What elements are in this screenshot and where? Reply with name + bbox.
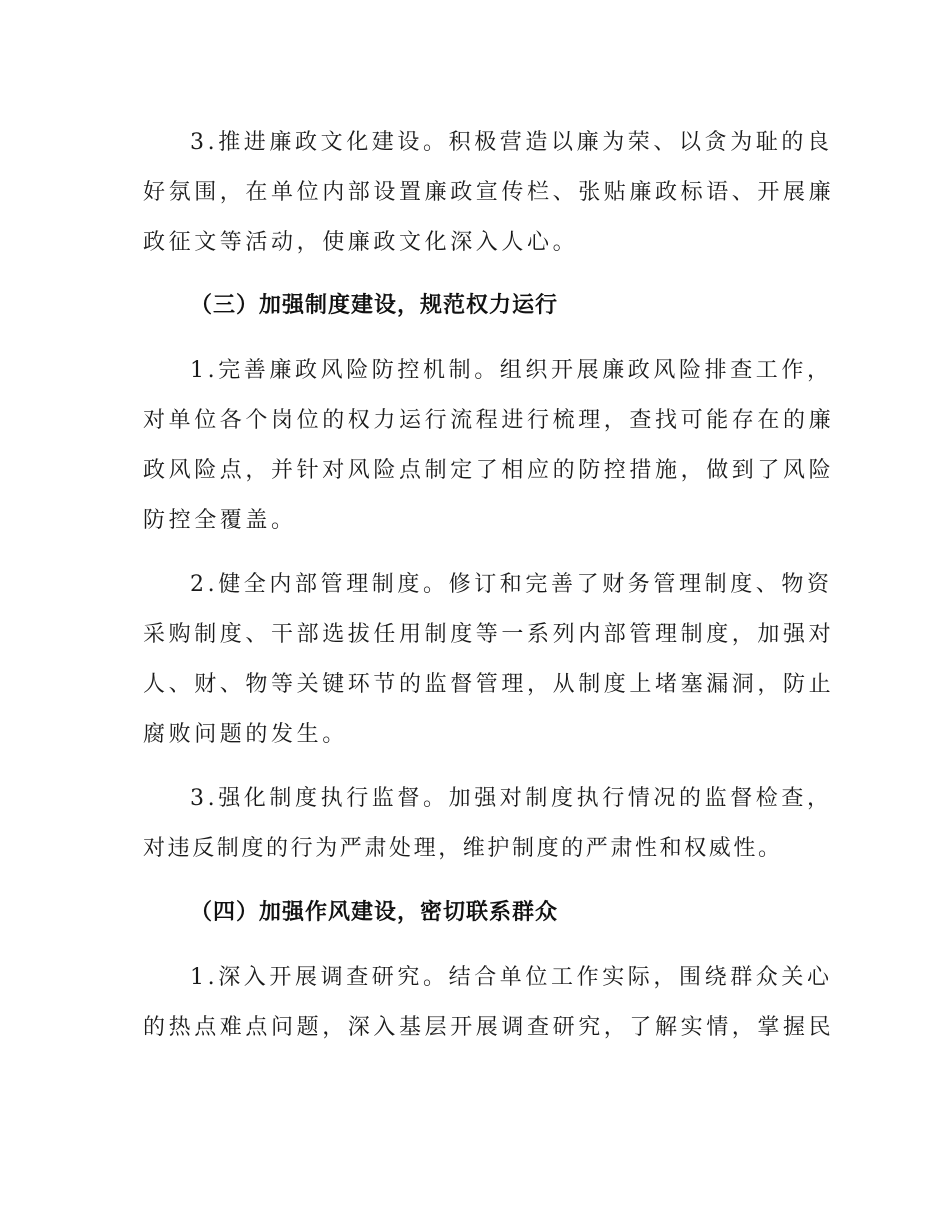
paragraph-line: 防控全覆盖。 <box>143 508 297 533</box>
paragraph-line: 对单位各个岗位的权力运行流程进行梳理，查找可能存在的廉 <box>143 408 835 433</box>
paragraph-line: 3.推进廉政文化建设。积极营造以廉为荣、以贪为耻的良 <box>190 130 833 155</box>
paragraph-line: 好氛围，在单位内部设置廉政宣传栏、张贴廉政标语、开展廉 <box>143 180 835 205</box>
paragraph-line: 1.完善廉政风险防控机制。组织开展廉政风险排查工作， <box>190 358 833 383</box>
paragraph-line: 的热点难点问题，深入基层开展调查研究，了解实情，掌握民 <box>143 1015 835 1040</box>
paragraph-line: 腐败问题的发生。 <box>143 722 348 747</box>
paragraph-line: 人、财、物等关键环节的监督管理，从制度上堵塞漏洞，防止 <box>143 672 835 697</box>
paragraph-line: 2.健全内部管理制度。修订和完善了财务管理制度、物资 <box>190 572 833 597</box>
paragraph-line: 1.深入开展调查研究。结合单位工作实际，围绕群众关心 <box>190 965 833 990</box>
section-heading: （三）加强制度建设，规范权力运行 <box>190 293 559 318</box>
paragraph-line: 采购制度、干部选拔任用制度等一系列内部管理制度，加强对 <box>143 622 835 647</box>
paragraph-line: 3.强化制度执行监督。加强对制度执行情况的监督检查， <box>190 786 833 811</box>
paragraph-line: 政风险点，并针对风险点制定了相应的防控措施，做到了风险 <box>143 458 835 483</box>
paragraph-line: 政征文等活动，使廉政文化深入人心。 <box>143 230 579 255</box>
section-heading: （四）加强作风建设，密切联系群众 <box>190 900 559 925</box>
paragraph-line: 对违反制度的行为严肃处理，维护制度的严肃性和权威性。 <box>143 836 783 861</box>
